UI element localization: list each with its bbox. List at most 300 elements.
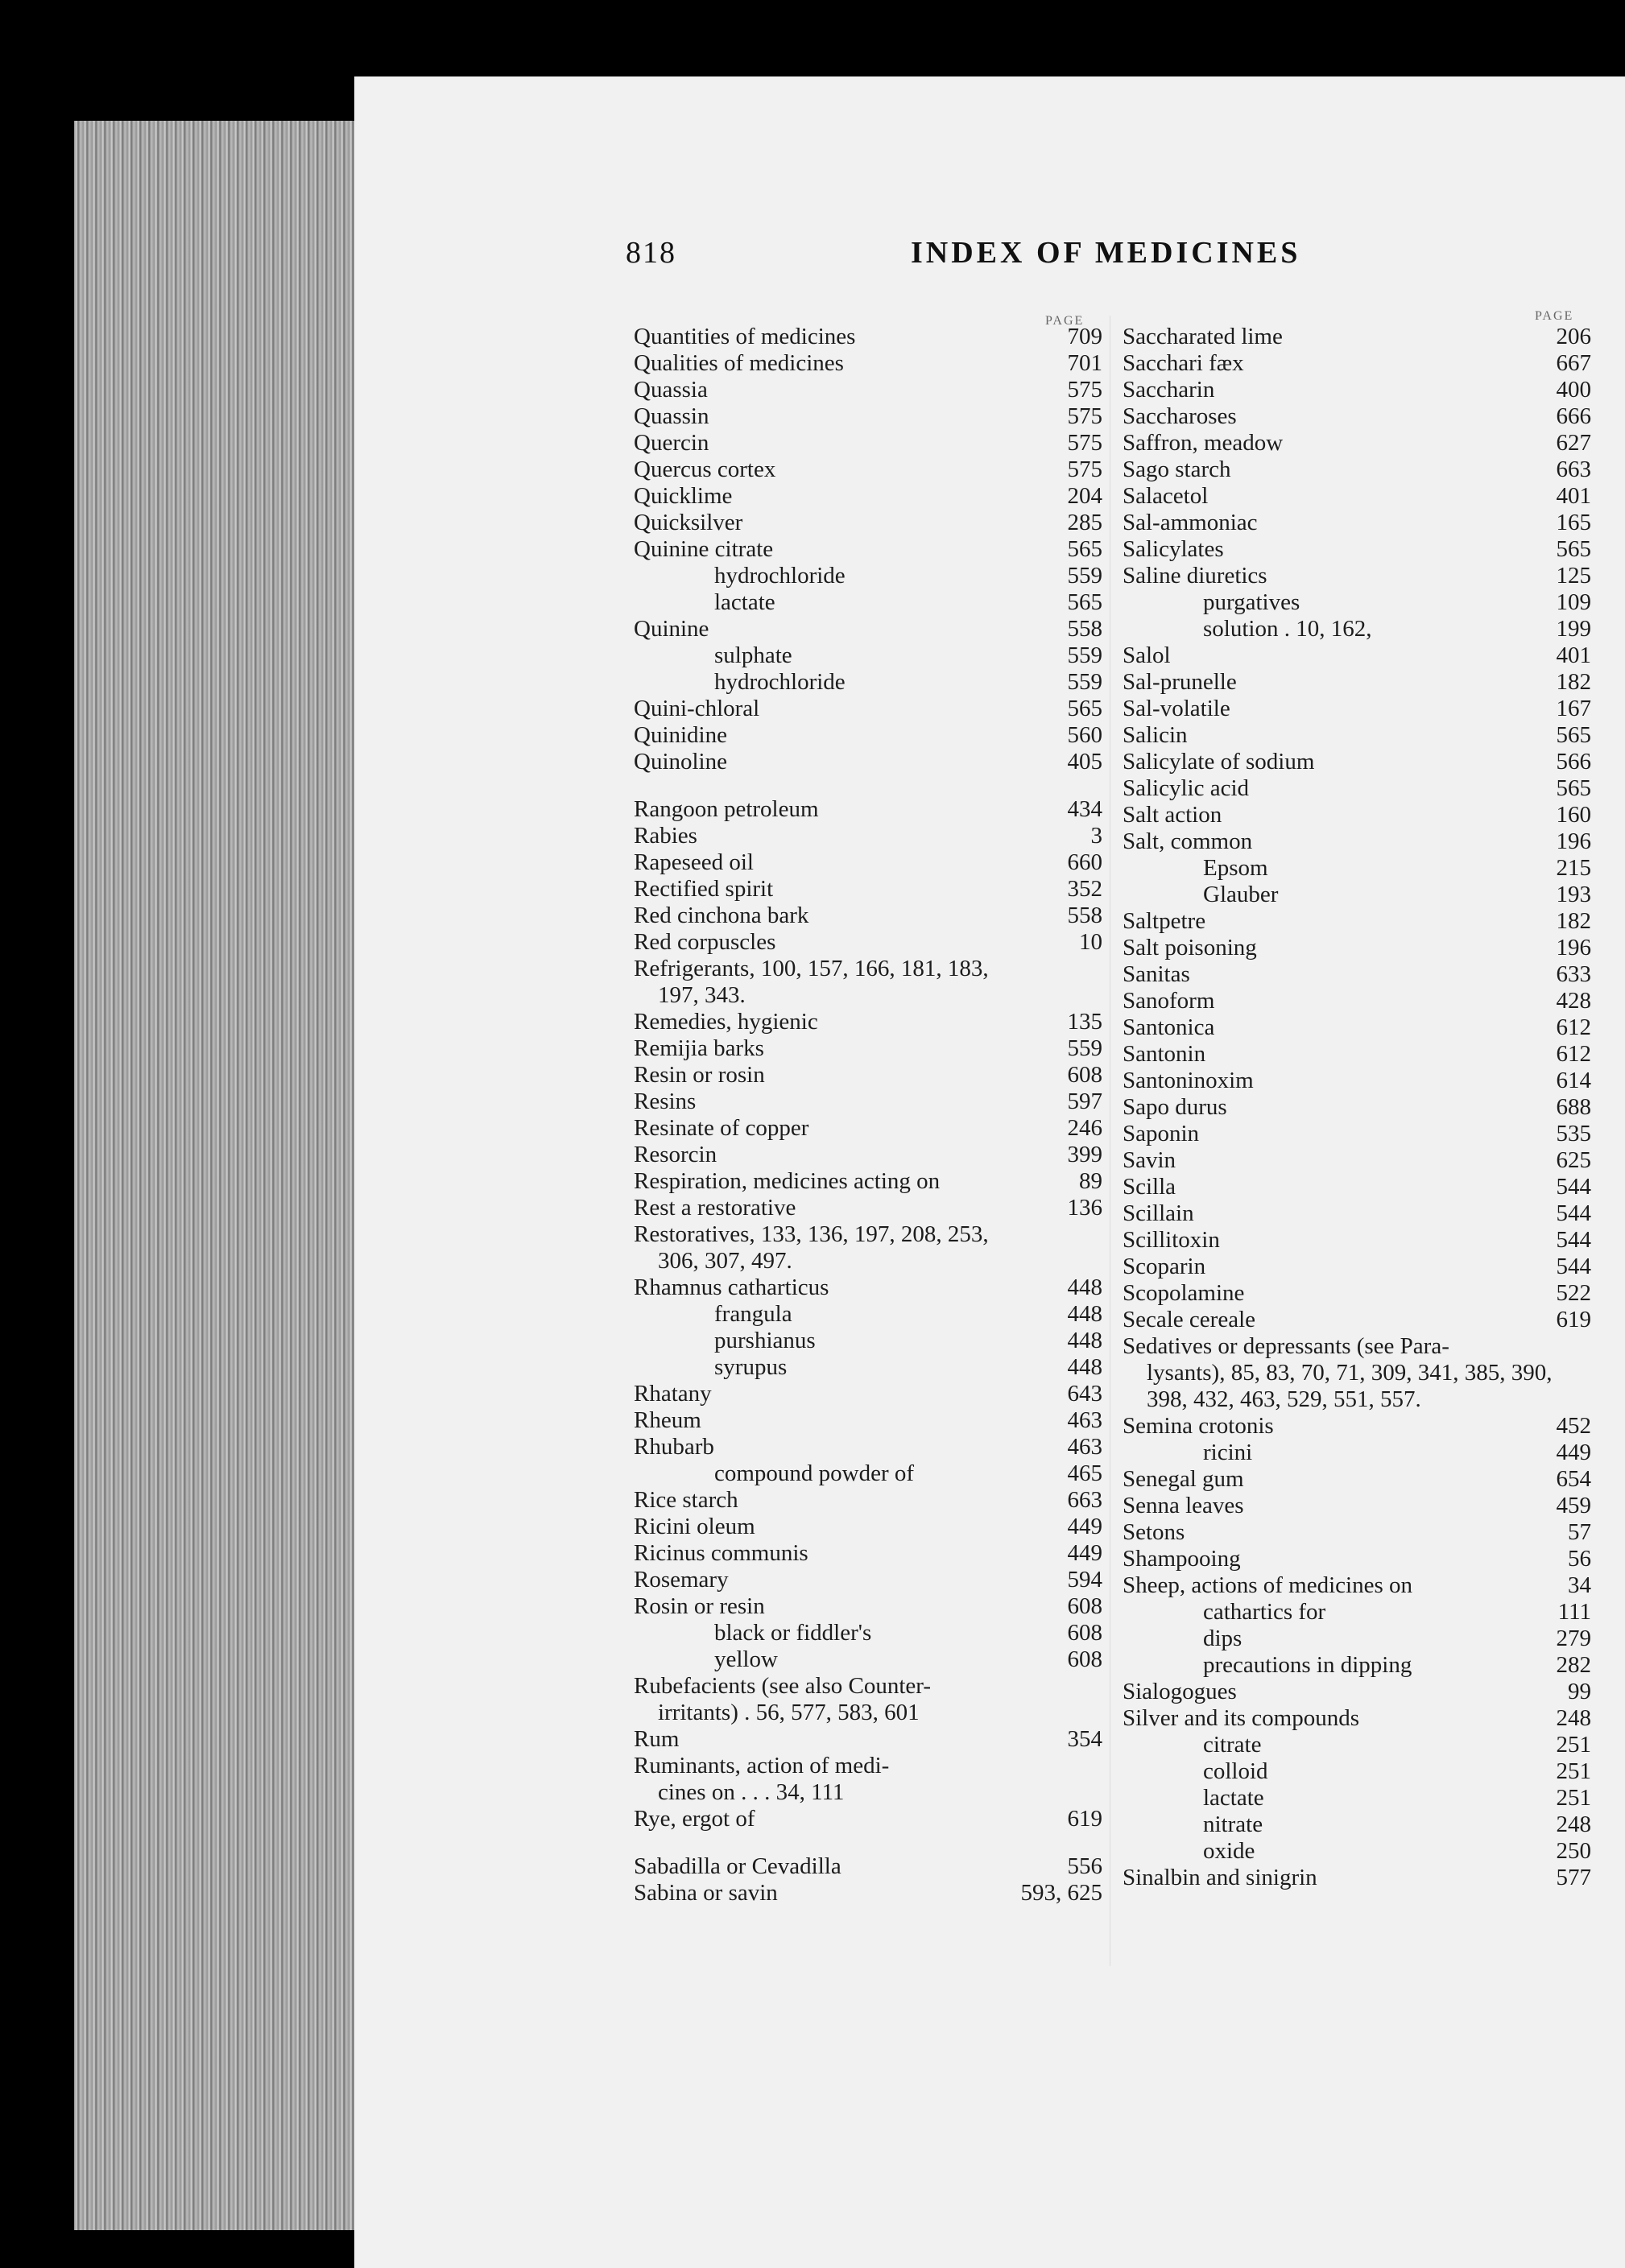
- index-entry-term: Saccharated lime: [1123, 324, 1283, 349]
- index-entry: [634, 563, 1102, 589]
- index-entry: [634, 1381, 1102, 1407]
- index-entry-page: 251: [1556, 1785, 1591, 1811]
- index-entry-term: Salt poisoning: [1123, 935, 1257, 960]
- left-page-column-heading: PAGE: [1045, 314, 1085, 328]
- index-column-left: [634, 324, 1102, 1907]
- index-entry-term: compound powder of: [714, 1460, 915, 1486]
- index-entry: [1123, 563, 1591, 589]
- index-entry-term: Sago starch: [1123, 456, 1231, 482]
- index-entry-page: 136: [1067, 1195, 1102, 1221]
- index-entry-term: Saponin: [1123, 1121, 1200, 1146]
- index-entry-term: Sal-ammoniac: [1123, 510, 1258, 535]
- index-entry: [1123, 1652, 1591, 1679]
- index-entry: [634, 377, 1102, 403]
- index-entry: [634, 1460, 1102, 1487]
- index-entry-term: Remedies, hygienic: [634, 1009, 818, 1035]
- index-entry-page: 608: [1067, 1620, 1102, 1646]
- index-entry-page: 619: [1067, 1806, 1102, 1832]
- index-entry-term: Ricinus communis: [634, 1540, 808, 1566]
- index-entry: [1123, 1626, 1591, 1652]
- index-entry: [634, 849, 1102, 876]
- index-entry-continuation: 306, 307, 497.: [658, 1248, 792, 1274]
- index-entry-term: Epsom: [1203, 855, 1268, 881]
- index-entry-page: 544: [1556, 1254, 1591, 1279]
- index-entry: [634, 1567, 1102, 1593]
- index-entry-page: 448: [1067, 1274, 1102, 1300]
- index-entry: [634, 696, 1102, 722]
- index-entry-term: Resin or rosin: [634, 1062, 765, 1088]
- index-entry-term: Rheum: [634, 1407, 701, 1433]
- index-entry-page: 663: [1067, 1487, 1102, 1513]
- index-entry-page: 196: [1556, 828, 1591, 854]
- index-entry-page: 125: [1556, 563, 1591, 589]
- index-entry-term: Semina crotonis: [1123, 1413, 1274, 1439]
- index-entry-page: 167: [1556, 696, 1591, 721]
- index-entry-page: 160: [1556, 802, 1591, 828]
- index-entry-page: 566: [1556, 749, 1591, 775]
- index-entry-page: 428: [1556, 988, 1591, 1014]
- index-entry-page: 56: [1568, 1546, 1591, 1572]
- index-entry-term: purshianus: [714, 1328, 816, 1353]
- index-entry: [634, 1089, 1102, 1115]
- index-entry-term: sulphate: [714, 642, 792, 668]
- index-entry-term: Sialogogues: [1123, 1679, 1237, 1704]
- index-entry-term: precautions in dipping: [1203, 1652, 1412, 1678]
- index-entry-term: yellow: [714, 1646, 778, 1672]
- index-entry: [634, 1301, 1102, 1328]
- index-entry-term: Sacchari fæx: [1123, 350, 1244, 376]
- index-entry-term: ricini: [1203, 1440, 1253, 1465]
- index-column-right: [1123, 324, 1591, 1891]
- index-entry-page: 544: [1556, 1174, 1591, 1200]
- index-entry: [634, 1806, 1102, 1832]
- index-entry: [1123, 1333, 1591, 1413]
- index-entry-term: Quini-chloral: [634, 696, 760, 721]
- index-entry-term: Glauber: [1203, 882, 1279, 907]
- index-entry: [634, 903, 1102, 929]
- index-entry-page: 594: [1067, 1567, 1102, 1593]
- index-entry-term: Rice starch: [634, 1487, 738, 1513]
- index-entry: [634, 722, 1102, 749]
- index-entry-term: Rosin or resin: [634, 1593, 765, 1619]
- index-entry-page: 701: [1067, 350, 1102, 376]
- index-entry-term: Silver and its compounds: [1123, 1705, 1360, 1731]
- index-entry-term: Remijia barks: [634, 1035, 764, 1061]
- index-entry-term: Respiration, medicines acting on: [634, 1168, 941, 1194]
- index-entry: [634, 796, 1102, 823]
- index-entry-term: Quercin: [634, 430, 709, 456]
- index-entry-page: 627: [1556, 430, 1591, 456]
- index-entry-term: Senna leaves: [1123, 1493, 1244, 1518]
- index-entry: [1123, 1865, 1591, 1891]
- index-entry-page: 279: [1556, 1626, 1591, 1651]
- index-entry: [634, 1673, 1102, 1726]
- index-entry-page: 663: [1556, 456, 1591, 482]
- index-entry-page: 660: [1067, 849, 1102, 875]
- index-entry: [1123, 1546, 1591, 1572]
- index-entry-term: Rectified spirit: [634, 876, 774, 902]
- index-entry: [1123, 1599, 1591, 1626]
- index-entry-term: Sapo durus: [1123, 1094, 1227, 1120]
- index-entry-page: 401: [1556, 483, 1591, 509]
- index-entry: [1123, 1572, 1591, 1599]
- index-entry: [1123, 1732, 1591, 1758]
- index-entry-page: 654: [1556, 1466, 1591, 1492]
- index-entry-term: Rangoon petroleum: [634, 796, 819, 822]
- index-entry: [1123, 510, 1591, 536]
- index-entry-page: 99: [1568, 1679, 1591, 1704]
- index-entry-term: Scilla: [1123, 1174, 1176, 1200]
- index-entry-term: Setons: [1123, 1519, 1185, 1545]
- index-entry-term: Shampooing: [1123, 1546, 1241, 1572]
- index-entry-term: Quassia: [634, 377, 708, 403]
- index-entry: [1123, 1493, 1591, 1519]
- index-entry: [1123, 1041, 1591, 1068]
- index-entry: [634, 876, 1102, 903]
- index-entry: [634, 350, 1102, 377]
- index-entry: [1123, 1227, 1591, 1254]
- index-entry-term: hydrochloride: [714, 563, 846, 589]
- index-entry-term: Quinine: [634, 616, 709, 642]
- index-entry-page: 575: [1067, 430, 1102, 456]
- index-entry-term: Sedatives or depressants (see Para-: [1123, 1333, 1449, 1359]
- index-entry-term: Refrigerants, 100, 157, 166, 181, 183,: [634, 956, 989, 981]
- index-entry-page: 448: [1067, 1328, 1102, 1353]
- index-entry: [634, 1062, 1102, 1089]
- index-entry-page: 559: [1067, 563, 1102, 589]
- index-entry-page: 448: [1067, 1354, 1102, 1380]
- index-entry: [1123, 1838, 1591, 1865]
- index-entry-term: Scillitoxin: [1123, 1227, 1220, 1253]
- index-entry-page: 565: [1556, 536, 1591, 562]
- index-entry-continuation: 197, 343.: [658, 982, 746, 1008]
- index-entry: [634, 956, 1102, 1009]
- index-entry-term: Scopolamine: [1123, 1280, 1245, 1306]
- index-entry: [634, 1487, 1102, 1514]
- index-entry: [634, 1880, 1102, 1907]
- index-entry-term: syrupus: [714, 1354, 788, 1380]
- index-entry: [1123, 1413, 1591, 1440]
- index-entry-page: 352: [1067, 876, 1102, 902]
- index-entry-term: Sheep, actions of medicines on: [1123, 1572, 1412, 1598]
- index-entry-page: 608: [1067, 1646, 1102, 1672]
- index-entry-term: Salicylates: [1123, 536, 1224, 562]
- index-entry-term: Salt, common: [1123, 828, 1253, 854]
- index-entry-term: Salacetol: [1123, 483, 1209, 509]
- index-entry: [634, 1407, 1102, 1434]
- index-entry-page: 575: [1067, 456, 1102, 482]
- index-entry-page: 452: [1556, 1413, 1591, 1439]
- index-entry-page: 544: [1556, 1200, 1591, 1226]
- index-entry-term: Ricini oleum: [634, 1514, 755, 1539]
- index-entry-term: Sanitas: [1123, 961, 1190, 987]
- index-entry-term: Resinate of copper: [634, 1115, 809, 1141]
- index-entry: [1123, 855, 1591, 882]
- index-entry-page: 463: [1067, 1434, 1102, 1460]
- index-entry-page: 34: [1568, 1572, 1591, 1598]
- index-entry-term: purgatives: [1203, 589, 1300, 615]
- index-entry-term: Rapeseed oil: [634, 849, 754, 875]
- index-entry-page: 57: [1568, 1519, 1591, 1545]
- index-entry-term: Salol: [1123, 642, 1171, 668]
- index-entry: [634, 1274, 1102, 1301]
- index-entry-page: 612: [1556, 1014, 1591, 1040]
- index-entry-term: Saccharin: [1123, 377, 1215, 403]
- index-entry-page: 251: [1556, 1732, 1591, 1758]
- index-entry-term: Salicin: [1123, 722, 1188, 748]
- index-entry: [634, 1328, 1102, 1354]
- index-entry: [1123, 403, 1591, 430]
- index-entry-page: 565: [1067, 536, 1102, 562]
- index-entry-term: Rhubarb: [634, 1434, 714, 1460]
- index-entry-page: 688: [1556, 1094, 1591, 1120]
- index-entry: [634, 1142, 1102, 1168]
- index-entry-page: 556: [1067, 1853, 1102, 1879]
- index-entry-term: Quercus cortex: [634, 456, 776, 482]
- index-entry-page: 405: [1067, 749, 1102, 775]
- index-entry: [634, 1514, 1102, 1540]
- index-entry-page: 196: [1556, 935, 1591, 960]
- index-entry-page: 614: [1556, 1068, 1591, 1093]
- index-entry: [634, 430, 1102, 456]
- index-entry-page: 608: [1067, 1593, 1102, 1619]
- index-entry-page: 199: [1556, 616, 1591, 642]
- index-entry-term: Scoparin: [1123, 1254, 1206, 1279]
- index-entry: [1123, 1068, 1591, 1094]
- index-entry-term: Salt action: [1123, 802, 1222, 828]
- index-entry: [634, 1540, 1102, 1567]
- index-entry-page: 667: [1556, 350, 1591, 376]
- index-entry-term: Santonin: [1123, 1041, 1206, 1067]
- index-entry: [634, 669, 1102, 696]
- index-entry-page: 165: [1556, 510, 1591, 535]
- index-entry: [1123, 1174, 1591, 1200]
- page-number: 818: [626, 236, 676, 270]
- index-entry-term: colloid: [1203, 1758, 1268, 1784]
- index-entry: [634, 1853, 1102, 1880]
- index-entry-term: Senegal gum: [1123, 1466, 1244, 1492]
- index-entry: [1123, 1785, 1591, 1812]
- index-entry-term: Sabina or savin: [634, 1880, 778, 1906]
- index-entry-term: dips: [1203, 1626, 1243, 1651]
- index-entry-term: Salicylate of sodium: [1123, 749, 1315, 775]
- index-entry-term: Resorcin: [634, 1142, 717, 1167]
- index-entry-term: Quantities of medicines: [634, 324, 856, 349]
- index-entry-page: 285: [1067, 510, 1102, 535]
- index-entry: [634, 1726, 1102, 1753]
- index-entry: [1123, 1307, 1591, 1333]
- index-entry: [1123, 1014, 1591, 1041]
- index-entry-page: 3: [1090, 823, 1102, 849]
- index-entry-page: 89: [1079, 1168, 1102, 1194]
- index-entry-term: Red cinchona bark: [634, 903, 809, 928]
- index-entry-page: 193: [1556, 882, 1591, 907]
- index-entry: [1123, 616, 1591, 642]
- index-entry-page: 709: [1067, 324, 1102, 349]
- index-entry-term: solution . 10, 162,: [1203, 616, 1372, 642]
- index-entry: [1123, 749, 1591, 775]
- index-entry: [1123, 1121, 1591, 1147]
- index-entry: [1123, 988, 1591, 1014]
- index-entry: [1123, 1440, 1591, 1466]
- index-entry-page: 399: [1067, 1142, 1102, 1167]
- index-entry: [1123, 802, 1591, 828]
- index-entry-page: 182: [1556, 908, 1591, 934]
- index-entry-page: 522: [1556, 1280, 1591, 1306]
- index-entry: [634, 929, 1102, 956]
- index-entry-page: 565: [1067, 696, 1102, 721]
- index-entry: [634, 1195, 1102, 1221]
- index-entry-page: 251: [1556, 1758, 1591, 1784]
- index-entry-term: citrate: [1203, 1732, 1262, 1758]
- index-entry-term: Quinoline: [634, 749, 727, 775]
- index-entry: [634, 483, 1102, 510]
- index-entry-page: 575: [1067, 377, 1102, 403]
- index-entry: [1123, 1200, 1591, 1227]
- index-entry-page: 633: [1556, 961, 1591, 987]
- index-entry: [1123, 722, 1591, 749]
- index-entry: [634, 642, 1102, 669]
- index-entry-page: 565: [1556, 775, 1591, 801]
- index-entry: [1123, 828, 1591, 855]
- index-entry: [1123, 696, 1591, 722]
- index-entry-page: 544: [1556, 1227, 1591, 1253]
- index-entry-term: lactate: [1203, 1785, 1264, 1811]
- index-entry-page: 248: [1556, 1705, 1591, 1731]
- index-entry: [1123, 1679, 1591, 1705]
- index-entry-page: 354: [1067, 1726, 1102, 1752]
- index-entry: [1123, 669, 1591, 696]
- index-entry-page: 465: [1067, 1460, 1102, 1486]
- index-entry-page: 643: [1067, 1381, 1102, 1407]
- index-entry-page: 625: [1556, 1147, 1591, 1173]
- index-entry-term: Saltpetre: [1123, 908, 1206, 934]
- index-entry: [1123, 1147, 1591, 1174]
- index-entry-term: Rest a restorative: [634, 1195, 796, 1221]
- index-entry: [1123, 1254, 1591, 1280]
- index-entry-page: 619: [1556, 1307, 1591, 1332]
- index-entry-term: Sabadilla or Cevadilla: [634, 1853, 841, 1879]
- index-entry-term: Sinalbin and sinigrin: [1123, 1865, 1317, 1890]
- index-entry-term: Santoninoxim: [1123, 1068, 1254, 1093]
- index-entry: [1123, 882, 1591, 908]
- index-entry-term: Saffron, meadow: [1123, 430, 1284, 456]
- index-entry-term: Quinidine: [634, 722, 727, 748]
- index-entry-page: 449: [1556, 1440, 1591, 1465]
- index-entry: [634, 1035, 1102, 1062]
- index-entry: [1123, 1466, 1591, 1493]
- index-entry-term: Santonica: [1123, 1014, 1215, 1040]
- index-entry: [1123, 324, 1591, 350]
- index-entry-term: Restoratives, 133, 136, 197, 208, 253,: [634, 1221, 989, 1247]
- index-entry: [1123, 1094, 1591, 1121]
- index-entry-page: 559: [1067, 1035, 1102, 1061]
- index-entry-page: 560: [1067, 722, 1102, 748]
- index-entry-term: Rubefacients (see also Counter-: [634, 1673, 932, 1699]
- index-entry: [1123, 961, 1591, 988]
- page-title: INDEX OF MEDICINES: [911, 236, 1301, 270]
- index-entry-term: Rhamnus catharticus: [634, 1274, 829, 1300]
- index-entry-term: Rhatany: [634, 1381, 712, 1407]
- index-entry: [634, 823, 1102, 849]
- index-entry-term: Rabies: [634, 823, 697, 849]
- index-entry-term: Resins: [634, 1089, 697, 1114]
- index-entry-term: Ruminants, action of medi-: [634, 1753, 890, 1778]
- index-entry-page: 111: [1557, 1599, 1591, 1625]
- index-entry-continuation: irritants) . 56, 577, 583, 601: [658, 1700, 920, 1725]
- index-entry: [1123, 935, 1591, 961]
- index-entry-term: frangula: [714, 1301, 792, 1327]
- index-entry-page: 559: [1067, 669, 1102, 695]
- index-entry-term: Savin: [1123, 1147, 1176, 1173]
- index-entry-page: 182: [1556, 669, 1591, 695]
- book-page-edges: [74, 121, 396, 2230]
- index-entry-term: hydrochloride: [714, 669, 846, 695]
- index-entry: [1123, 1812, 1591, 1838]
- index-entry-page: 215: [1556, 855, 1591, 881]
- index-entry: [634, 1168, 1102, 1195]
- index-entry: [1123, 350, 1591, 377]
- index-entry-page: 448: [1067, 1301, 1102, 1327]
- index-entry-term: Sal-volatile: [1123, 696, 1230, 721]
- index-entry-page: 463: [1067, 1407, 1102, 1433]
- index-entry-page: 558: [1067, 616, 1102, 642]
- index-entry-continuation: lysants), 85, 83, 70, 71, 309, 341, 385, 390, 398, 432, 463, 529, 551, 557.: [1147, 1360, 1553, 1412]
- index-entry-page: 535: [1556, 1121, 1591, 1146]
- index-entry-term: Scillain: [1123, 1200, 1194, 1226]
- index-entry: [634, 403, 1102, 430]
- index-entry-page: 434: [1067, 796, 1102, 822]
- index-entry-page: 250: [1556, 1838, 1591, 1864]
- index-entry-page: 577: [1556, 1865, 1591, 1890]
- right-page-column-heading: PAGE: [1535, 309, 1574, 323]
- index-entry-term: Sanoform: [1123, 988, 1215, 1014]
- index-entry-term: Rye, ergot of: [634, 1806, 755, 1832]
- index-entry-continuation: cines on . . . 34, 111: [658, 1779, 845, 1805]
- index-entry-page: 666: [1556, 403, 1591, 429]
- index-entry-term: Saccharoses: [1123, 403, 1237, 429]
- index-entry: [634, 1354, 1102, 1381]
- index-entry-page: 206: [1556, 324, 1591, 349]
- index-entry-page: 597: [1067, 1089, 1102, 1114]
- index-entry-term: Qualities of medicines: [634, 350, 844, 376]
- index-entry-term: Rum: [634, 1726, 680, 1752]
- index-entry-page: 558: [1067, 903, 1102, 928]
- index-entry-page: 575: [1067, 403, 1102, 429]
- index-entry-term: Saline diuretics: [1123, 563, 1267, 589]
- index-entry-page: 608: [1067, 1062, 1102, 1088]
- index-entry-term: Quicksilver: [634, 510, 743, 535]
- index-entry-page: 459: [1556, 1493, 1591, 1518]
- index-entry-term: Salicylic acid: [1123, 775, 1250, 801]
- index-entry: [634, 1593, 1102, 1620]
- index-entry: [634, 1009, 1102, 1035]
- index-entry: [1123, 1758, 1591, 1785]
- index-entry: [634, 456, 1102, 483]
- index-entry: [1123, 1705, 1591, 1732]
- index-entry: [634, 1221, 1102, 1274]
- index-entry: [1123, 642, 1591, 669]
- index-entry-term: lactate: [714, 589, 775, 615]
- index-entry: [634, 589, 1102, 616]
- index-entry-page: 135: [1067, 1009, 1102, 1035]
- index-entry-term: Red corpuscles: [634, 929, 776, 955]
- index-entry: [634, 1753, 1102, 1806]
- index-entry: [634, 749, 1102, 775]
- index-entry-page: 449: [1067, 1514, 1102, 1539]
- index-entry-term: Quicklime: [634, 483, 733, 509]
- index-entry: [1123, 589, 1591, 616]
